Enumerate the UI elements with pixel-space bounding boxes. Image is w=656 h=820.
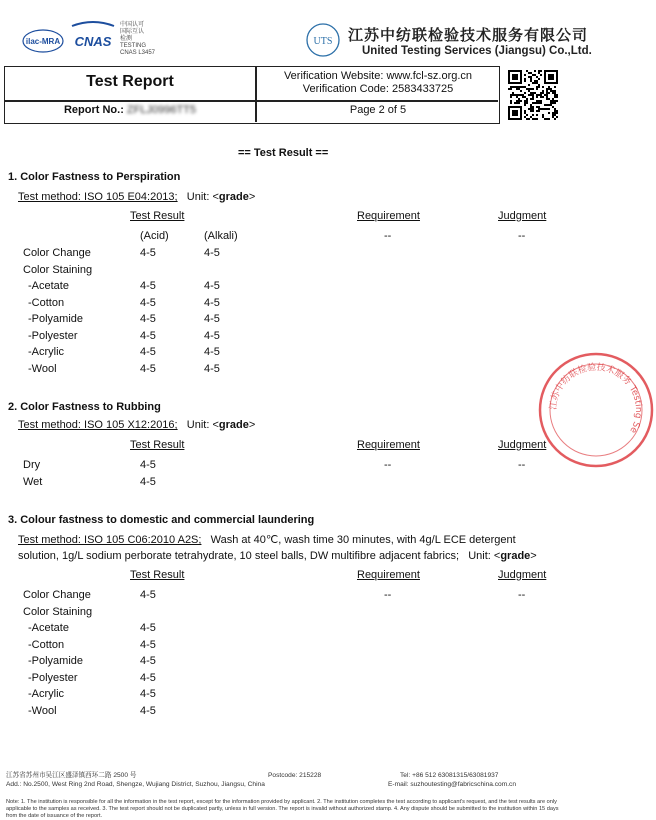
svg-text:UTS: UTS <box>313 36 333 47</box>
column-header-judgment: Judgment <box>498 569 547 581</box>
row-label: -Polyamide <box>28 655 84 667</box>
result-alkali: 4-5 <box>204 296 220 309</box>
result-alkali: 4-5 <box>204 313 220 325</box>
sub-header-acid: (Acid) <box>140 230 169 242</box>
result-acid: 4-5 <box>140 362 156 375</box>
row-label: Color Staining <box>23 605 93 618</box>
result-value: 4-5 <box>140 655 156 667</box>
company-name-cn: 江苏中纺联检验技术服务有限公司 <box>348 27 589 44</box>
report-number: Report No.: ZFLJ0996TT5 <box>63 104 197 116</box>
footer-line-2 <box>6 781 516 789</box>
cnas-accreditation-text: 中国认可 国际互认 检测 TESTING CNAS L3457 <box>120 22 156 56</box>
report-header-table <box>4 66 500 124</box>
verification-website: Verification Website: www.fcl-sz.org.cn <box>283 70 473 82</box>
result-acid: 4-5 <box>140 313 156 325</box>
result-alkali: 4-5 <box>204 280 220 292</box>
test-method: Test method: ISO 105 C06:2010 A2S; Wash at 40℃, wash time 30 minutes, with 4g/L ECE detergent <box>18 534 516 546</box>
result-value: 4-5 <box>140 459 156 471</box>
row-label: -Polyester <box>28 329 78 342</box>
report-title: Test Report <box>86 73 174 90</box>
section-heading: 2. Color Fastness to Rubbing <box>8 401 161 413</box>
row-label: Color Staining <box>23 263 93 276</box>
row-label: Color Change <box>23 247 91 259</box>
row-label: -Wool <box>28 704 57 717</box>
judgment-value: -- <box>518 589 526 601</box>
ilac-label: ilac-MRA <box>25 37 61 46</box>
report-number-value: ZFLJ0996TT5 <box>126 104 197 116</box>
svg-text:江苏中纺联检验技术服务 Testing Se: 江苏中纺联检验技术服务 Testing Se <box>548 362 644 435</box>
column-header-result: Test Result <box>130 439 185 451</box>
page-indicator: Page 2 of 5 <box>349 104 407 116</box>
test-method: Test method: ISO 105 E04:2013; Unit: <grade> <box>18 191 256 203</box>
divider <box>5 100 498 102</box>
row-label: -Wool <box>28 362 57 375</box>
row-label: -Acetate <box>28 622 69 634</box>
result-value: 4-5 <box>140 475 156 488</box>
uts-logo <box>305 22 341 58</box>
column-header-result: Test Result <box>130 569 185 581</box>
requirement-value: -- <box>384 459 392 471</box>
result-alkali: 4-5 <box>204 346 220 358</box>
judgment-value: -- <box>518 230 526 242</box>
requirement-value: -- <box>384 230 392 242</box>
result-value: 4-5 <box>140 704 156 717</box>
result-alkali: 4-5 <box>204 362 220 375</box>
sub-header-alkali: (Alkali) <box>204 230 238 242</box>
row-label: -Cotton <box>28 638 65 651</box>
result-acid: 4-5 <box>140 346 156 358</box>
result-value: 4-5 <box>140 688 156 700</box>
result-value: 4-5 <box>140 671 156 684</box>
requirement-value: -- <box>384 589 392 601</box>
result-acid: 4-5 <box>140 280 156 292</box>
row-label: -Polyamide <box>28 313 84 325</box>
column-header-judgment: Judgment <box>498 439 547 451</box>
result-alkali: 4-5 <box>204 329 220 342</box>
row-label: -Acrylic <box>28 688 65 700</box>
qr-code <box>508 70 558 122</box>
footer-email: E-mail: suzhoutesting@fabricschina.com.cn <box>388 781 516 788</box>
column-header-requirement: Requirement <box>357 569 420 581</box>
test-method-continued: solution, 1g/L sodium perborate tetrahydrate, 10 steel balls, DW multifibre adjacent fabrics; Unit: <grade> <box>18 550 537 562</box>
footer-tel: Tel: +86 512 63081315/63081937 <box>400 772 499 779</box>
row-label: Dry <box>23 459 41 471</box>
column-header-requirement: Requirement <box>357 439 420 451</box>
ilac-mra-logo <box>22 28 64 54</box>
result-value: 4-5 <box>140 589 156 601</box>
verification-info <box>257 70 499 96</box>
result-acid: 4-5 <box>140 296 156 309</box>
verification-code: Verification Code: 2583433725 <box>302 83 454 95</box>
cnas-label: CNAS <box>74 34 112 49</box>
result-acid: 4-5 <box>140 329 156 342</box>
result-acid: 4-5 <box>140 247 156 259</box>
section-heading: 1. Color Fastness to Perspiration <box>8 171 181 183</box>
row-label: -Cotton <box>28 296 65 309</box>
row-label: -Acetate <box>28 280 69 292</box>
test-method: Test method: ISO 105 X12:2016; Unit: <grade> <box>18 419 256 431</box>
footer-address-en: Add.: No.2500, West Ring 2nd Road, Shengze, Wujiang District, Suzhou, Jiangsu, China <box>6 781 265 788</box>
footer-postcode: Postcode: 215228 <box>268 772 322 779</box>
footer-line-1 <box>6 772 499 780</box>
column-header-result: Test Result <box>130 210 185 222</box>
cnas-logo <box>66 22 120 58</box>
company-name-en: United Testing Services (Jiangsu) Co.,Ltd. <box>362 45 592 57</box>
row-label: -Acrylic <box>28 346 65 358</box>
result-heading: == Test Result == <box>238 147 329 159</box>
row-label: Wet <box>23 475 43 488</box>
row-label: -Polyester <box>28 671 78 684</box>
result-alkali: 4-5 <box>204 247 220 259</box>
column-header-judgment: Judgment <box>498 210 547 222</box>
company-seal-stamp <box>536 350 656 470</box>
footer-notes: Note: 1. The institution is responsible for all the information in the test report, except for the information provided by applicant. 2. The institution completes the test according to applicant's request, and the test results are only applicable to the samples as received. 3. The test report should not be duplicated partly, unless in full version. The report is invalid without authorized stamp. 4. Any dispute should be submitted to the institution within 15 days from the date of issuance of the report. <box>6 799 559 819</box>
result-value: 4-5 <box>140 622 156 634</box>
footer-address-cn: 江苏省苏州市吴江区盛泽镇西环二路 2500 号 <box>6 772 137 779</box>
row-label: Color Change <box>23 589 91 601</box>
result-value: 4-5 <box>140 638 156 651</box>
column-header-requirement: Requirement <box>357 210 420 222</box>
section-heading: 3. Colour fastness to domestic and commercial laundering <box>8 514 315 526</box>
judgment-value: -- <box>518 459 526 471</box>
